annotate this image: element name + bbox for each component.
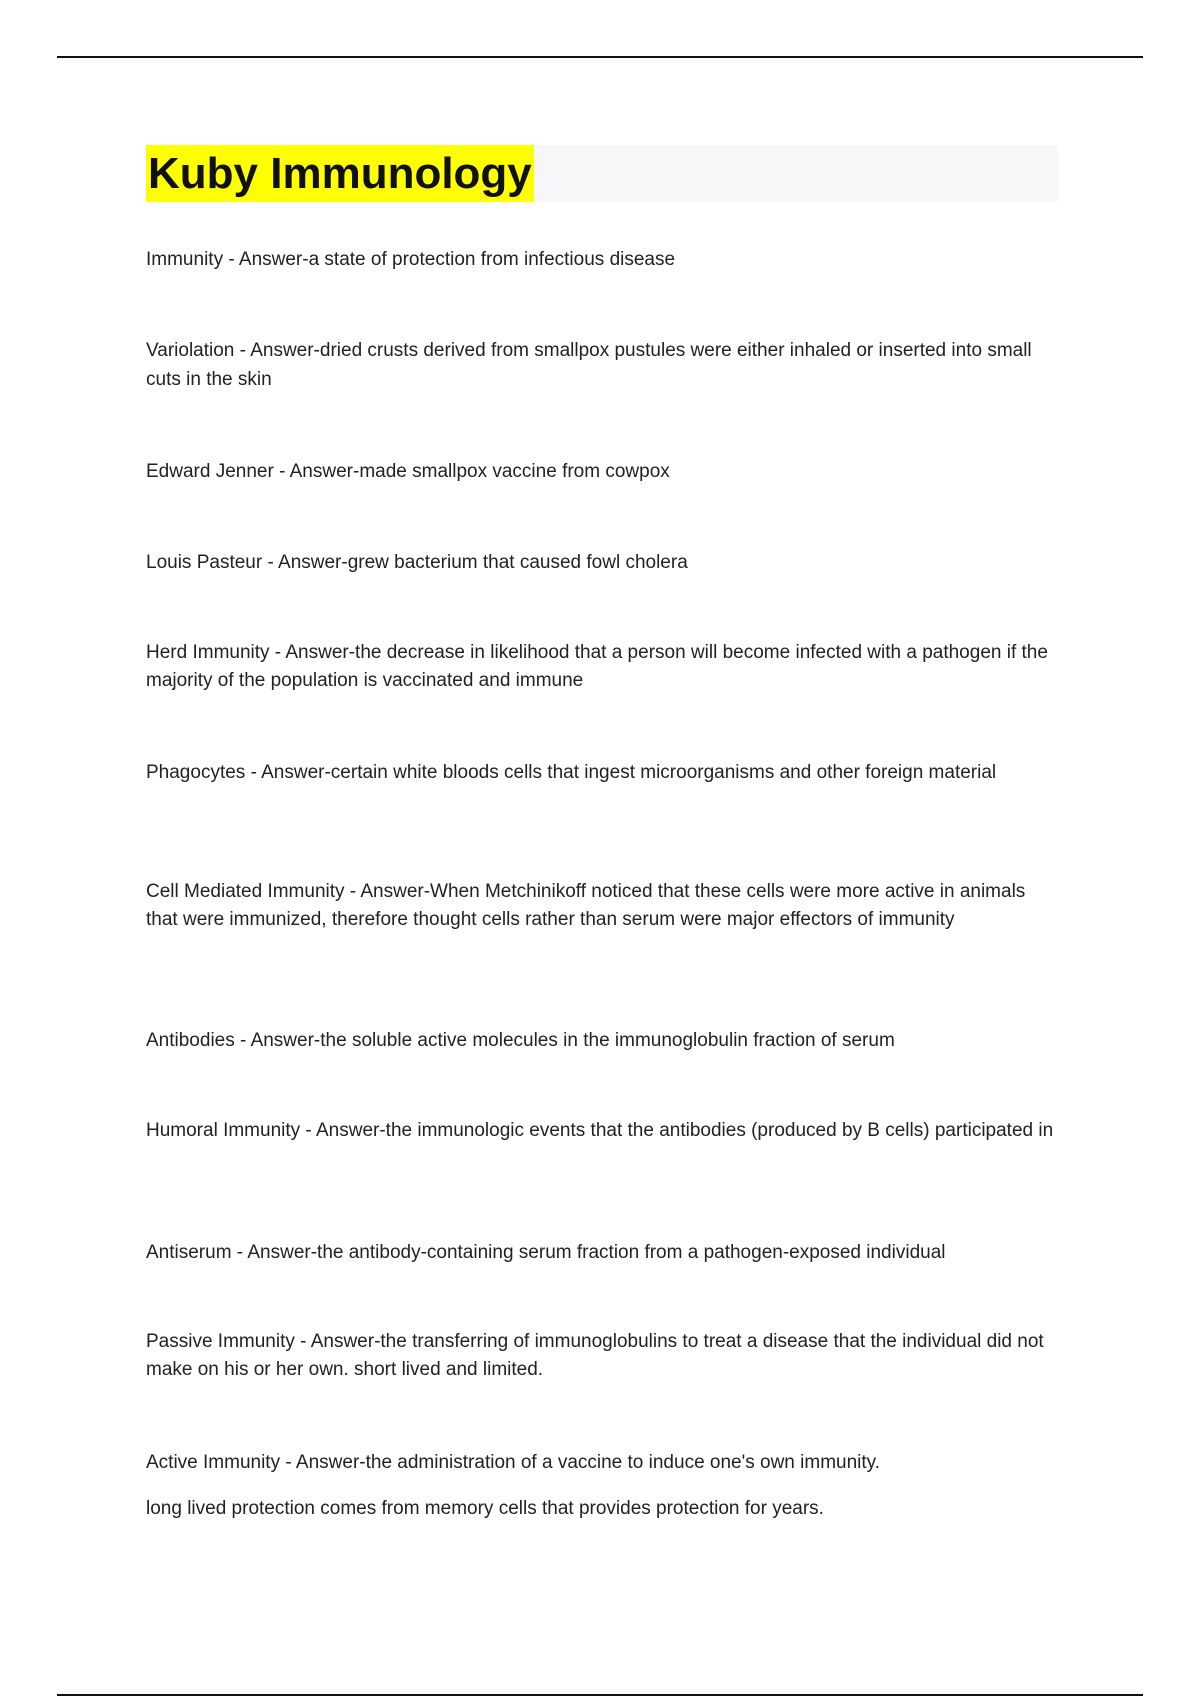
entry-immunity: Immunity - Answer-a state of protection from infectious disease <box>146 249 676 270</box>
entry-cell-mediated-immunity: Cell Mediated Immunity - Answer-When Metchinikoff noticed that these cells were more active in animals that were immunized, therefore thought cells rather than serum were major effectors of immunity <box>146 881 1026 930</box>
entry-antiserum: Antiserum - Answer-the antibody-containing serum fraction from a pathogen-exposed individual <box>146 1242 946 1263</box>
entry-louis-pasteur: Louis Pasteur - Answer-grew bacterium that caused fowl cholera <box>146 552 688 573</box>
entry-edward-jenner: Edward Jenner - Answer-made smallpox vaccine from cowpox <box>146 461 670 482</box>
entry-passive-immunity: Passive Immunity - Answer-the transferring of immunoglobulins to treat a disease that the individual did not make on his or her own. short lived and limited. <box>146 1331 1044 1380</box>
entry-active-immunity: Active Immunity - Answer-the administration of a vaccine to induce one's own immunity. <box>146 1452 881 1473</box>
entry-variolation: Variolation - Answer-dried crusts derived from smallpox pustules were either inhaled or inserted into small cuts in the skin <box>146 340 1032 390</box>
entry-phagocytes: Phagocytes - Answer-certain white bloods cells that ingest microorganisms and other foreign material <box>146 762 997 783</box>
entry-herd-immunity: Herd Immunity - Answer-the decrease in likelihood that a person will become infected with a pathogen if the majority of the population is vaccinated and immune <box>146 642 1048 691</box>
document-title: Kuby Immunology <box>146 145 534 202</box>
bottom-rule <box>57 1694 1143 1696</box>
entry-humoral-immunity: Humoral Immunity - Answer-the immunologic events that the antibodies (produced by B cells) participated in <box>146 1120 1054 1141</box>
top-rule <box>57 56 1143 58</box>
entry-active-immunity-continued: long lived protection comes from memory cells that provides protection for years. <box>146 1498 824 1519</box>
entry-antibodies: Antibodies - Answer-the soluble active molecules in the immunoglobulin fraction of serum <box>146 1030 895 1051</box>
